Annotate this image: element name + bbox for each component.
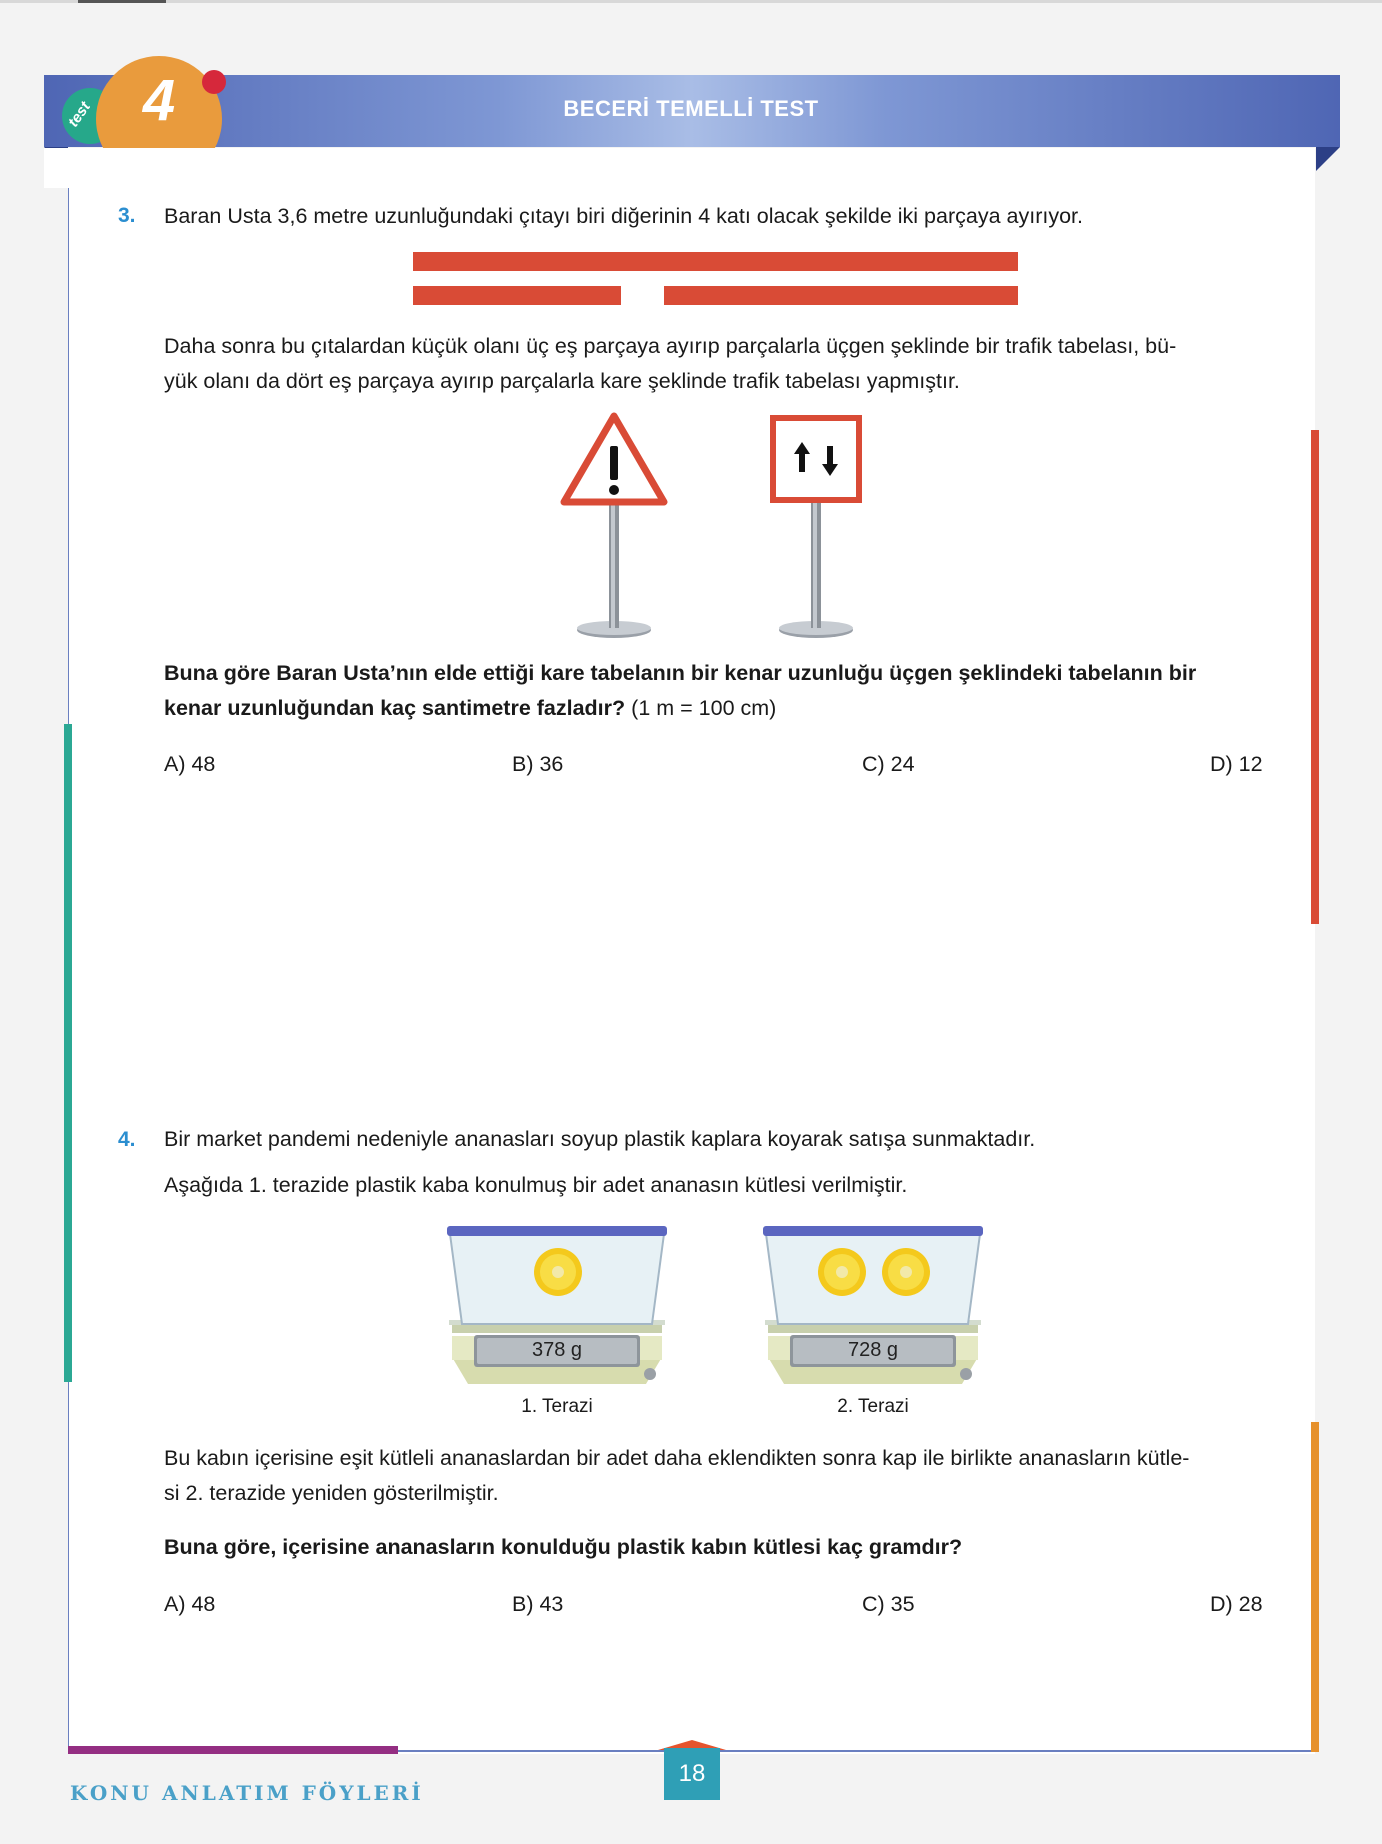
question-3-option-b[interactable]: B) 36 — [512, 752, 564, 776]
scale-2-reading: 728 g — [847, 1339, 899, 1361]
question-3-intro: Baran Usta 3,6 metre uzunluğundaki çıtayı biri diğerinin 4 katı olacak şekilde iki parçaya ayırıyor. — [164, 204, 1083, 228]
top-edge-tab — [78, 0, 166, 3]
question-4-paragraph-line-1: Bu kabın içerisine eşit kütleli ananaslardan bir adet daha eklendikten sonra kap ile birlikte ananasların kütle- — [164, 1446, 1190, 1470]
top-edge-line — [0, 0, 1382, 3]
orange-side-accent — [1311, 1422, 1319, 1752]
question-3-option-d[interactable]: D) 12 — [1210, 752, 1263, 776]
full-stick-bar — [413, 252, 1018, 271]
green-side-accent — [64, 724, 72, 1382]
scale-1-label: 1. Terazi — [521, 1396, 593, 1417]
question-3-prompt-line-1: Buna göre Baran Usta’nın elde ettiği kare tabelanın bir kenar uzunluğu üçgen şeklindeki tabelanın bir — [164, 661, 1197, 685]
question-4-intro: Bir market pandemi nedeniyle ananasları soyup plastik kaplara koyarak satışa sunmaktadır. — [164, 1127, 1036, 1151]
question-4-line-2: Aşağıda 1. terazide plastik kaba konulmuş bir adet ananasın kütlesi verilmiştir. — [164, 1173, 908, 1197]
badge-mask — [44, 148, 244, 188]
header-fold-right — [1316, 147, 1340, 171]
scale-2-with-two-pineapples-icon — [762, 1222, 984, 1388]
question-4-option-a[interactable]: A) 48 — [164, 1592, 216, 1616]
question-3-paragraph-line-2: yük olanı da dört eş parçaya ayırıp parçalarla kare şeklinde trafik tabelası yapmıştır. — [164, 369, 960, 393]
question-4-option-b[interactable]: B) 43 — [512, 1592, 564, 1616]
question-3-prompt-bold: kenar uzunluğundan kaç santimetre fazladır? — [164, 696, 626, 720]
triangle-warning-sign-icon — [560, 410, 670, 646]
question-3-option-c[interactable]: C) 24 — [862, 752, 915, 776]
test-word: test — [64, 98, 94, 131]
question-4-option-d[interactable]: D) 28 — [1210, 1592, 1263, 1616]
large-stick-bar — [664, 286, 1018, 305]
scale-2-label: 2. Terazi — [837, 1396, 909, 1417]
question-3-paragraph-line-1: Daha sonra bu çıtalardan küçük olanı üç eş parçaya ayırıp parçalarla üçgen şeklinde bir trafik tabelası, bü- — [164, 334, 1177, 358]
small-stick-bar — [413, 286, 621, 305]
header-title: BECERİ TEMELLİ TEST — [563, 96, 819, 121]
question-4-prompt: Buna göre, içerisine ananasların konulduğu plastik kabın kütlesi kaç gramdır? — [164, 1535, 963, 1559]
scale-1-with-one-pineapple-icon — [446, 1222, 668, 1388]
red-side-accent — [1311, 430, 1319, 924]
question-4-option-c[interactable]: C) 35 — [862, 1592, 915, 1616]
question-3-number: 3. — [118, 204, 136, 227]
question-3-unit-note: (1 m = 100 cm) — [631, 696, 777, 720]
red-dot-decoration — [202, 70, 226, 94]
test-number: 4 — [142, 68, 176, 133]
purple-bottom-accent — [68, 1746, 398, 1754]
question-4-number: 4. — [118, 1128, 136, 1151]
question-3-prompt-line-2 — [164, 691, 1284, 726]
square-two-way-traffic-sign-icon — [764, 410, 874, 646]
question-3-option-a[interactable]: A) 48 — [164, 752, 216, 776]
footer-brand: KONU ANLATIM FÖYLERİ — [70, 1781, 424, 1805]
page-number: 18 — [664, 1748, 720, 1800]
scale-1-reading: 378 g — [531, 1339, 583, 1361]
question-4-paragraph-line-2: si 2. terazide yeniden gösterilmiştir. — [164, 1481, 499, 1505]
